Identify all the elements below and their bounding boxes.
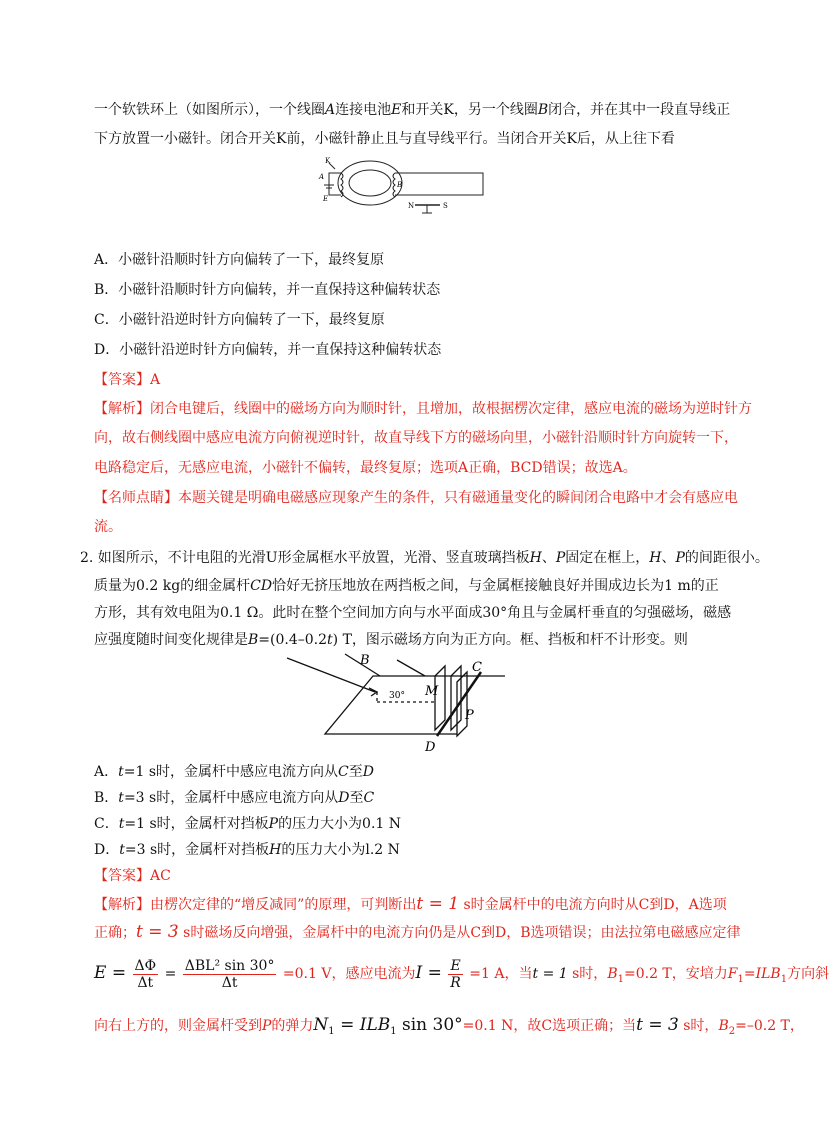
q2-option-a: A．t=1 s时，金属杆中感应电流方向从C至D — [94, 764, 374, 780]
q1-option-c: C．小磁针沿逆时针方向偏转了一下，最终复原 — [94, 312, 385, 328]
label-N: N — [408, 202, 415, 210]
q1-option-b: B．小磁针沿顺时针方向偏转，并一直保持这种偏转状态 — [94, 282, 441, 298]
q1-stem-line1: 一个软铁环上（如图所示），一个线圈A连接电池E和开关K，另一个线圈B闭合，并在其中一段直导线正 — [94, 102, 731, 118]
label-E: E — [323, 195, 329, 203]
q2-analysis-line2: 正确；t = 3 s时磁场反向增强，金属杆中的电流方向仍是从C到D，B选项错误；由法拉第电磁感应定律 — [94, 922, 741, 942]
label-D: D — [425, 740, 436, 755]
label-P: P — [465, 708, 474, 723]
q1-comment-line1: 【名师点睛】本题关键是明确电磁感应现象产生的条件，只有磁通量变化的瞬间闭合电路中才会有感应电 — [94, 490, 738, 506]
q1-stem-line2: 下方放置一小磁针。闭合开关K前，小磁针静止且与直导线平行。当闭合开关K后，从上往下看 — [94, 131, 675, 147]
q2-stem-line2: 质量为0.2 kg的细金属杆CD恰好无挤压地放在两挡板之间，与金属框接触良好并围成边长为1 m的正 — [94, 578, 719, 594]
q2-option-c: C．t=1 s时，金属杆对挡板P的压力大小为0.1 N — [94, 816, 402, 832]
q1-answer: 【答案】A — [94, 372, 161, 388]
q2-option-b: B．t=3 s时，金属杆中感应电流方向从D至C — [94, 790, 375, 806]
q2-stem-line1: 2. 如图所示，不计电阻的光滑U形金属框水平放置，光滑、竖直玻璃挡板H、P固定在框上，H、P的间距很小。 — [80, 550, 769, 566]
label-S: S — [443, 202, 448, 210]
q2-metal-frame-figure — [285, 652, 520, 756]
q1-iron-ring-figure — [315, 155, 493, 217]
q1-analysis-line3: 电路稳定后，无感应电流，小磁针不偏转，最终复原；选项A正确，BCD错误；故选A。 — [94, 460, 637, 476]
label-C: C — [472, 660, 482, 675]
label-K: K — [325, 157, 331, 165]
frac-e-r: $\frac{E}{R}$ — [450, 957, 461, 991]
label-A: A — [319, 173, 325, 181]
frac-dphi-dt: $\frac{\Delta\Phi}{\Delta t}$ — [134, 957, 157, 991]
q2-analysis-line1: 【解析】由楞次定律的“增反减同”的原理，可判断出t = 1 s时金属杆中的电流方向时从C到D，A选项 — [94, 894, 727, 914]
q2-option-d: D．t=3 s时，金属杆对挡板H的压力大小为l.2 N — [94, 842, 400, 858]
q1-option-a: A．小磁针沿顺时针方向偏转了一下，最终复原 — [94, 252, 385, 268]
q1-analysis-line2: 向，故右侧线圈中感应电流方向俯视逆时针，故直导线下方的磁场向里，小磁针沿顺时针方向旋转一下， — [94, 430, 738, 446]
q2-stem-line3: 方形，其有效电阻为0.1 Ω。此时在整个空间加方向与水平面成30°角且与金属杆垂直的匀强磁场，磁感 — [94, 605, 732, 621]
label-B: B — [397, 181, 403, 189]
q2-answer: 【答案】AC — [94, 868, 171, 884]
q1-option-d: D．小磁针沿逆时针方向偏转，并一直保持这种偏转状态 — [94, 342, 442, 358]
label-angle: 30° — [389, 691, 405, 701]
label-M: M — [425, 684, 439, 699]
q1-comment-line2: 流。 — [94, 519, 122, 535]
frac-dbl2-dt: $\frac{\text{ΔBL² sin 30°}}{\Delta t}$ — [184, 957, 275, 991]
label-B: B — [360, 653, 370, 668]
q2-analysis-line3: E = $\frac{\Delta\Phi}{\Delta t}$ = $\frac{\text{ΔBL² sin 30°}}{\Delta t}$ =0.1 V，感应电流为I = $\frac{E}{R}$ =1 A，当t = 1 s时，$B_1=0.2$ T，安培力$F_1=ILB_1$方向斜 — [94, 957, 829, 991]
q2-analysis-line4: 向右上方的，则金属杆受到P的弹力$N_1 = ILB_1$ sin 30°=0.1 N，故C选项正确；当t = 3 s时，$B_2=-0.2$ T， — [94, 1015, 804, 1037]
q1-analysis-line1: 【解析】闭合电键后，线圈中的磁场方向为顺时针，且增加，故根据楞次定律，感应电流的磁场为逆时针方 — [94, 401, 752, 417]
q2-stem-line4: 应强度随时间变化规律是B=(0.4–0.2t) T，图示磁场方向为正方向。框、挡板和杆不计形变。则 — [94, 632, 688, 648]
